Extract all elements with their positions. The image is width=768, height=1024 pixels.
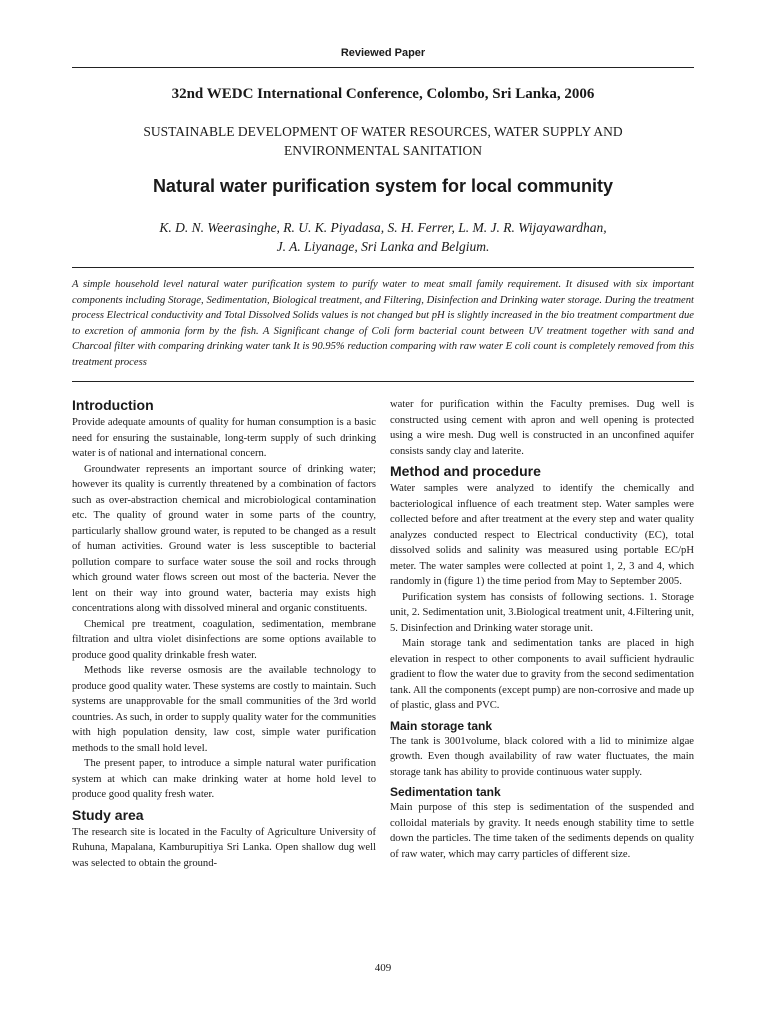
abstract: A simple household level natural water purification system to purify water to meat small family requirement. It disused with six important components including Storage, Sedimentation, Biological treatment, and Filtering, Disinfection and Drinking water storage. During the treatment process Electrical conductivity and Total Dissolved Solids values is not changed but pH is slightly increased in the bio treatment compartment due to excretion of ammonia form by the fish. A Significant change of Coli form bacterial count between UV treatment together with sand and Charcoal filter with comparing drinking water tank It is 90.95% reduction comparing with raw water E coli count is completely removed from this treatment process (72, 279, 694, 368)
abstract-top-rule (72, 267, 694, 268)
paper-title: Natural water purification system for local community (152, 176, 614, 196)
paragraph: Groundwater represents an important source of drinking water; however its quality is currently threatened by a combination of factors such as over-abstraction chemical and microbiological contamination etc. The quality of ground water in some parts of the country, particularly shallow ground water, is reputed to be changed as a result of human activities. Ground water is less susceptible to bacterial pollution compare to surface water souse the soil and rocks through which ground water flows screen out most of the bacteria. Never the lent on their way into ground water, bacteria may exists high concentrations along with dissolved mineral and organic constituents. (72, 463, 376, 614)
paragraph: Water samples were analyzed to identify the chemically and bacteriological influence of each treatment step. Water samples were collected before and after treatment at the every step and water quality analyzes conducted respect to Electrical conductivity (EC), total dissolved solids and salinity was measured using portable EC/pH meter. The water samples were collected at point 1, 2, 3 and 4, which randomly in (figure 1) the time period from May to September 2005. (390, 483, 694, 587)
conference-theme (72, 122, 694, 160)
section-heading-method: Method and procedure (390, 463, 541, 479)
page-number: 409 (374, 962, 392, 974)
subsection-heading-sedimentation-tank: Sedimentation tank (390, 785, 501, 799)
paragraph: Chemical pre treatment, coagulation, sedimentation, membrane filtration and ultra violet disinfections are some options available to produce good quality drinkable fresh water. (72, 618, 376, 661)
theme-line: SUSTAINABLE DEVELOPMENT OF WATER RESOURCES, WATER SUPPLY AND (143, 124, 623, 139)
theme-line: ENVIRONMENTAL SANITATION (284, 143, 482, 158)
abstract-bottom-rule (72, 381, 694, 382)
paragraph: The tank is 3001volume, black colored with a lid to minimize algae growth. Even though availability of raw water fluctuates, the main storage tank has ability to provide continuous water supply. (390, 735, 694, 778)
paragraph: Methods like reverse osmosis are the available technology to produce good quality water. These systems are costly to maintain. Such systems are unapprovable for the small communities of the 3rd world countries. As such, in order to supply quality water for the communities with high population density, law cost, simple water purification methods to the small hold level. (72, 665, 376, 754)
section-heading-introduction: Introduction (72, 397, 154, 413)
paragraph: Main purpose of this step is sedimentation of the suspended and colloidal materials by gravity. It needs enough stability time to settle down the particles. The time taken of the sediments depends on quality of raw water, which may carry particles of different size. (390, 802, 694, 860)
conference-name: 32nd WEDC International Conference, Colombo, Sri Lanka, 2006 (171, 86, 595, 102)
paragraph: Provide adequate amounts of quality for human consumption is a basic need for ensuring the sustainable, long-term supply of such drinking water is of national and international concern. (72, 417, 376, 459)
paragraph: Main storage tank and sedimentation tanks are placed in high elevation in respect to other components to avail sufficient hydraulic gradient to flow the water due to gravity from the second sedimentation tank. All the components (except pump) are non-corrosive and made up of plastic, glass and PVC. (390, 638, 694, 711)
right-column (390, 397, 694, 862)
paragraph: Purification system has consists of following sections. 1. Storage unit, 2. Sedimentation unit, 3.Biological treatment unit, 4.Filtering unit, 5. Disinfection and Drinking water storage unit. (390, 591, 694, 634)
paragraph: water for purification within the Faculty premises. Dug well is constructed using cement with apron and well opening is protected using a wire mesh. Dug well is constructed in an unconfined aquifer consists sandy clay and laterite. (390, 399, 694, 457)
authors (72, 218, 694, 256)
running-header: Reviewed Paper (340, 47, 426, 59)
authors-line: J. A. Liyanage, Sri Lanka and Belgium. (276, 239, 490, 254)
subsection-heading-main-storage-tank: Main storage tank (390, 718, 493, 733)
section-heading-study-area: Study area (72, 806, 144, 823)
paragraph: The research site is located in the Faculty of Agriculture University of Ruhuna, Mapalana, Kamburupitiya Sri Lanka. Open shallow dug well was selected to obtain the ground- (72, 826, 376, 869)
authors-line: K. D. N. Weerasinghe, R. U. K. Piyadasa, S. H. Ferrer, L. M. J. R. Wijayawardhan, (159, 220, 607, 235)
paper-page (72, 0, 694, 1024)
left-column (72, 396, 376, 871)
paragraph: The present paper, to introduce a simple natural water purification system at which can make drinking water at home hold level to produce good quality fresh water. (72, 758, 376, 800)
header-rule (72, 67, 694, 68)
